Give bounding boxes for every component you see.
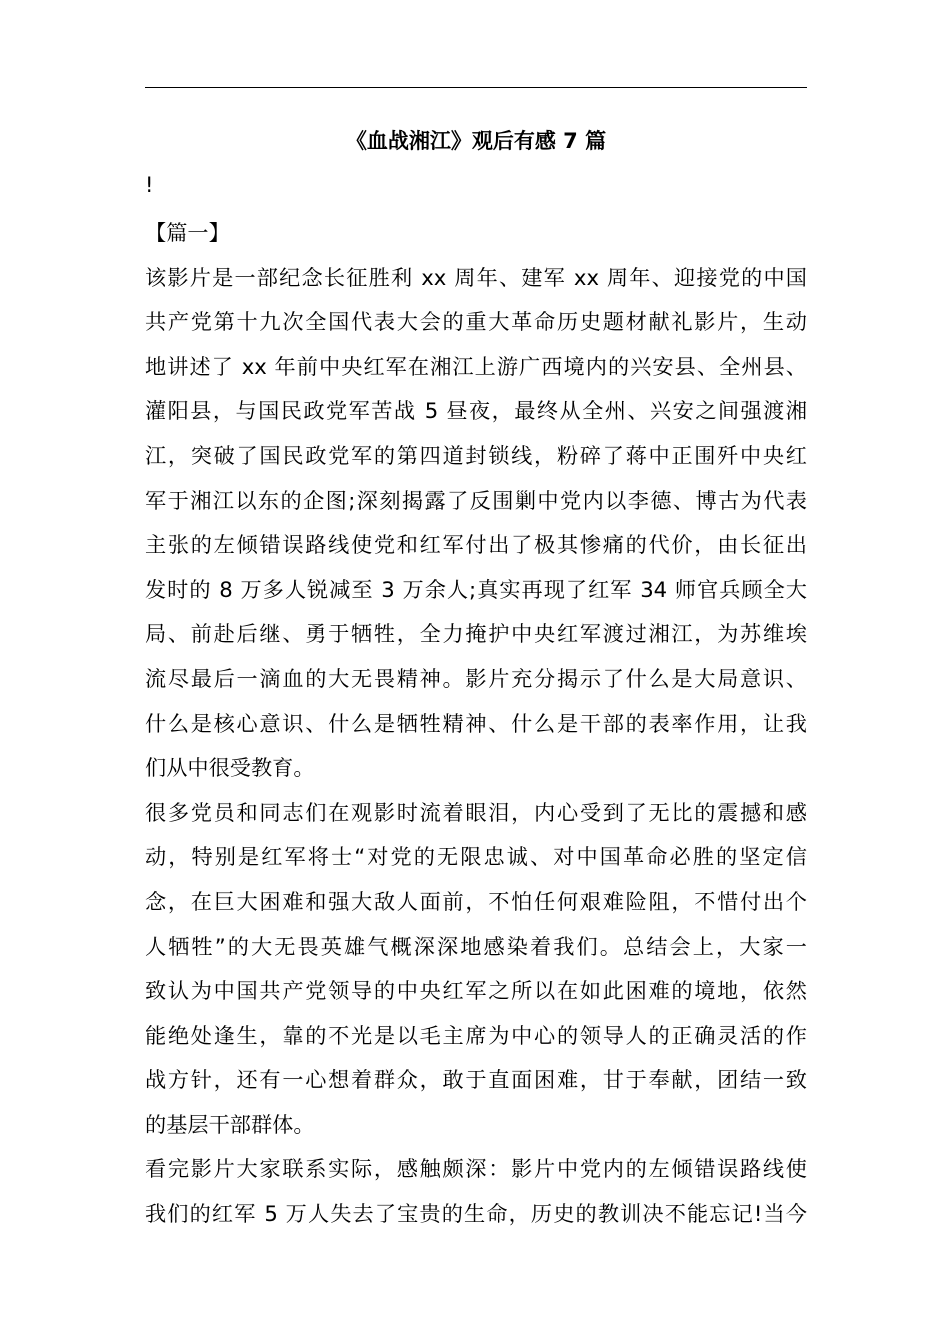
body-line: 能绝处逢生，靠的不光是以毛主席为中心的领导人的正确灵活的作 [145, 1022, 807, 1048]
body-line: 江，突破了国民政党军的第四道封锁线，粉碎了蒋中正围歼中央红 [145, 442, 807, 468]
body-line: 共产党第十九次全国代表大会的重大革命历史题材献礼影片，生动 [145, 309, 807, 335]
body-line: 很多党员和同志们在观影时流着眼泪，内心受到了无比的震撼和感 [145, 799, 807, 825]
exclamation-mark: ! [145, 173, 154, 197]
body-line: 动，特别是红军将士“对党的无限忠诚、对中国革命必胜的坚定信 [145, 844, 807, 870]
document-title: 《血战湘江》观后有感 7 篇 [345, 129, 607, 153]
body-line: 灌阳县，与国民政党军苦战 5 昼夜，最终从全州、兴安之间强渡湘 [145, 398, 807, 424]
body-line: 人牺牲”的大无畏英雄气概深深地感染着我们。总结会上，大家一 [145, 933, 807, 959]
body-line: 局、前赴后继、勇于牺牲，全力掩护中央红军渡过湘江，为苏维埃 [145, 621, 807, 647]
document-body [145, 211, 807, 1237]
body-line: 的基层干部群体。 [145, 1111, 315, 1137]
body-line: 念，在巨大困难和强大敌人面前，不怕任何艰难险阻，不惜付出个 [145, 888, 807, 914]
header-rule [145, 87, 807, 88]
body-line: 该影片是一部纪念长征胜利 xx 周年、建军 xx 周年、迎接党的中国 [145, 264, 807, 290]
body-line: 流尽最后一滴血的大无畏精神。影片充分揭示了什么是大局意识、 [145, 665, 807, 691]
body-line: 看完影片大家联系实际，感触颇深：影片中党内的左倾错误路线使 [145, 1156, 807, 1182]
body-line: 什么是核心意识、什么是牺牲精神、什么是干部的表率作用，让我 [145, 710, 807, 736]
section-heading: 【篇一】 [145, 220, 230, 245]
body-line: 军于湘江以东的企图;深刻揭露了反围剿中党内以李德、博古为代表 [145, 487, 807, 513]
body-line: 战方针，还有一心想着群众，敢于直面困难，甘于奉献，团结一致 [145, 1067, 807, 1093]
body-line: 我们的红军 5 万人失去了宝贵的生命，历史的教训决不能忘记!当今 [145, 1201, 807, 1227]
body-line: 致认为中国共产党领导的中央红军之所以在如此困难的境地，依然 [145, 978, 807, 1004]
body-line: 们从中很受教育。 [145, 755, 315, 781]
body-line: 发时的 8 万多人锐减至 3 万余人;真实再现了红军 34 师官兵顾全大 [145, 576, 807, 602]
body-line: 地讲述了 xx 年前中央红军在湘江上游广西境内的兴安县、全州县、 [145, 353, 807, 379]
body-line: 主张的左倾错误路线使党和红军付出了极其惨痛的代价，由长征出 [145, 532, 807, 558]
